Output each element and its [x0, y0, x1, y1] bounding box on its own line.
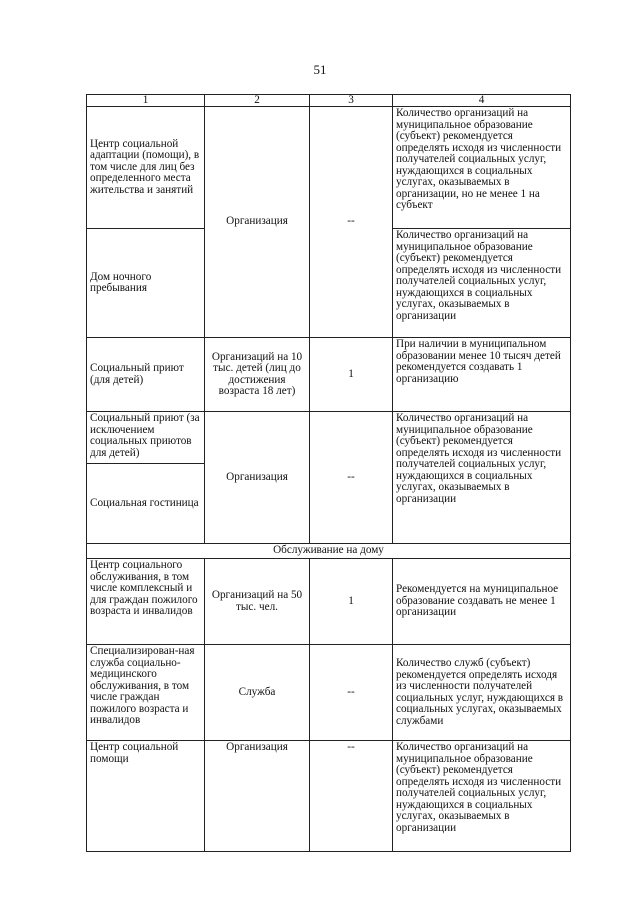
table-row [87, 338, 571, 412]
row-unit-organization: Организация [205, 107, 310, 338]
section-title-home-service: Обслуживание на дому [87, 544, 571, 559]
norms-table [86, 94, 571, 852]
row-norm-shelter-children: 1 [310, 338, 393, 412]
column-header-2: 2 [205, 95, 310, 107]
table-row [87, 645, 571, 741]
row-note-center-adaptation: Количество организаций на муниципальное образование (субъект) рекомендуется определять исходя из численности получателей социальных услуг, нуждающихся в социальных услугах, оказываемых в организации, но не менее 1 на субъект [393, 107, 571, 229]
row-norm-center-service: 1 [310, 559, 393, 645]
table-row [87, 412, 571, 464]
column-header-4: 4 [393, 95, 571, 107]
section-row [87, 544, 571, 559]
row-name-social-hotel: Социальная гостиница [87, 464, 205, 544]
table-row [87, 107, 571, 229]
row-norm: -- [310, 107, 393, 338]
row-name-center-service: Центр социального обслуживания, в том числе комплексный и для граждан пожилого возраста и инвалидов [87, 559, 205, 645]
row-name-center-adaptation: Центр социальной адаптации (помощи), в том числе для лиц без определенного места жительства и занятий [87, 107, 205, 229]
row-name-night-house: Дом ночного пребывания [87, 229, 205, 338]
column-header-3: 3 [310, 95, 393, 107]
row-note-group2: Количество организаций на муниципальное образование (субъект) рекомендуется определять исходя из численности получателей социальных услуг, нуждающихся в социальных услугах, оказываемых в организации [393, 412, 571, 544]
table-row [87, 741, 571, 852]
row-note-center-help: Количество организаций на муниципальное образование (субъект) рекомендуется определять исходя из численности получателей социальных услуг, нуждающихся в социальных услугах, оказываемых в организации [393, 741, 571, 852]
row-norm-center-help: -- [310, 741, 393, 852]
row-unit-special-service: Служба [205, 645, 310, 741]
row-name-special-service: Специализирован-ная служба социально-медицинского обслуживания, в том числе граждан пожилого возраста и инвалидов [87, 645, 205, 741]
row-unit-shelter-children: Организаций на 10 тыс. детей (лиц до достижения возраста 18 лет) [205, 338, 310, 412]
row-note-shelter-children: При наличии в муниципальном образовании менее 10 тысяч детей рекомендуется создавать 1 организацию [393, 338, 571, 412]
row-note-night-house: Количество организаций на муниципальное образование (субъект) рекомендуется определять исходя из численности получателей социальных услуг, нуждающихся в социальных услугах, оказываемых в организации [393, 229, 571, 338]
row-name-shelter-other: Социальный приют (за исключением социальных приютов для детей) [87, 412, 205, 464]
column-header-1: 1 [87, 95, 205, 107]
row-note-center-service: Рекомендуется на муниципальное образование создавать не менее 1 организации [393, 559, 571, 645]
row-note-special-service: Количество служб (субъект) рекомендуется определять исходя из численности получателей социальных услуг, нуждающихся в социальных услугах, оказываемых службами [393, 645, 571, 741]
row-name-center-help: Центр социальной помощи [87, 741, 205, 852]
row-unit-organization: Организация [205, 412, 310, 544]
row-unit-center-service: Организаций на 50 тыс. чел. [205, 559, 310, 645]
table-header-row [87, 95, 571, 107]
row-name-shelter-children: Социальный приют (для детей) [87, 338, 205, 412]
row-norm: -- [310, 412, 393, 544]
table-row [87, 559, 571, 645]
row-norm-special-service: -- [310, 645, 393, 741]
row-unit-center-help: Организация [205, 741, 310, 852]
page-number: 51 [313, 62, 327, 77]
